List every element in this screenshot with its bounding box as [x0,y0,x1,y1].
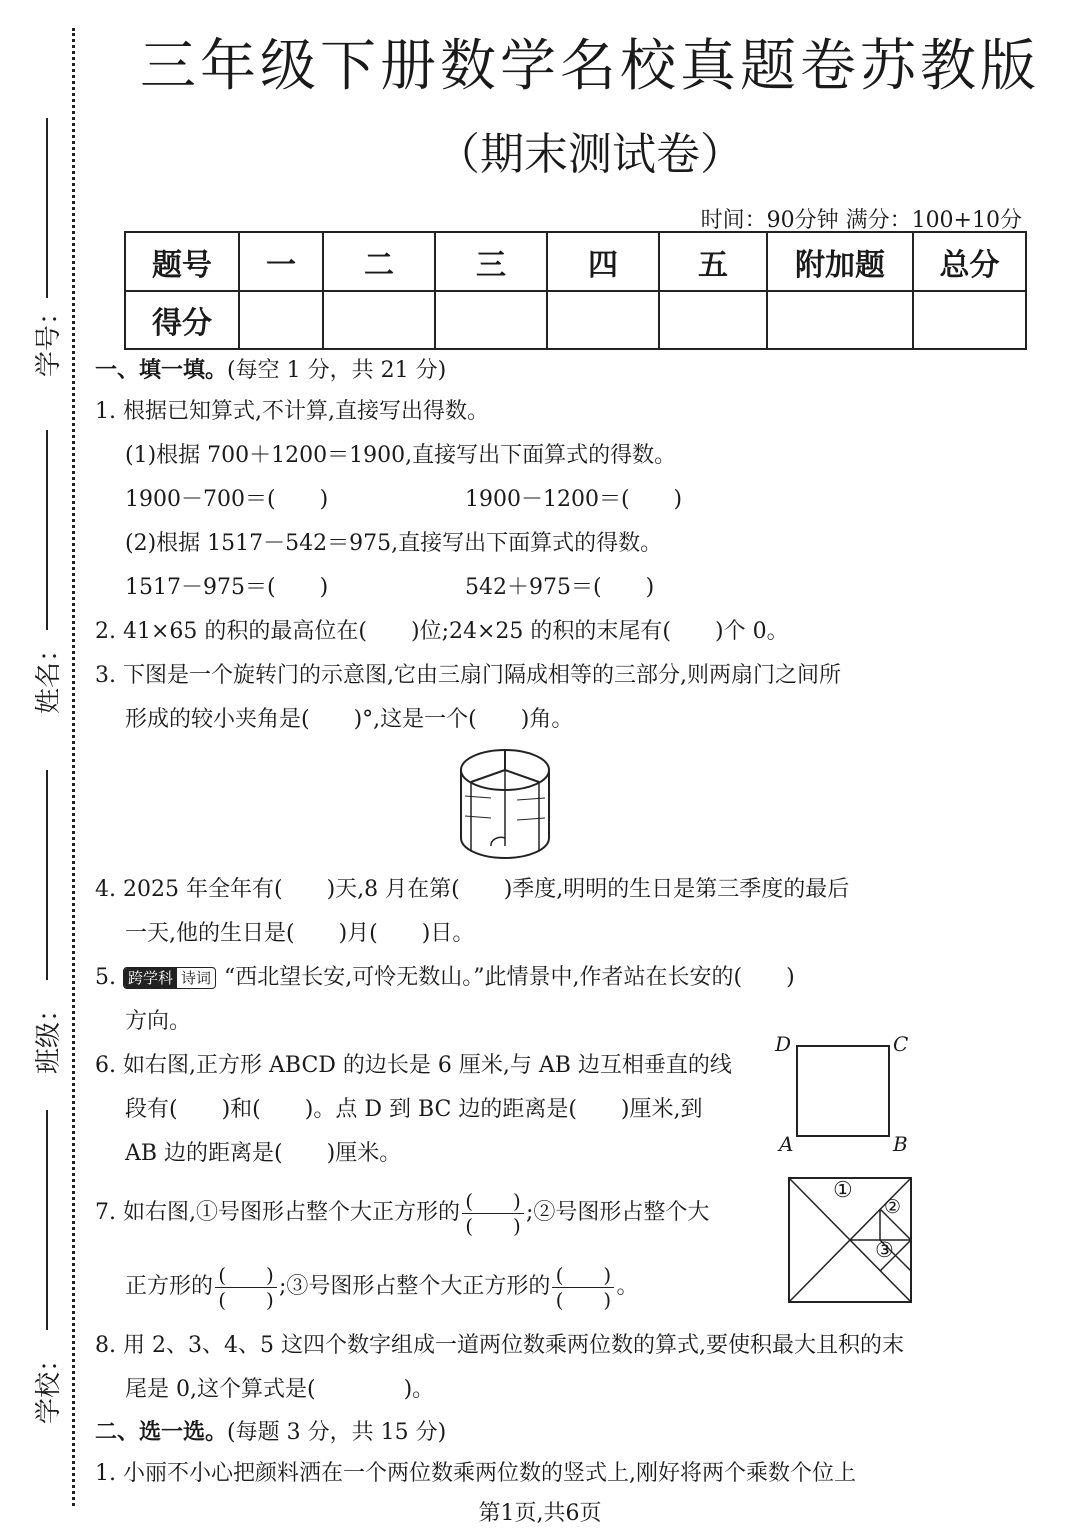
question-8-line-2[interactable]: 尾是 0,这个算式是( )。 [125,1377,435,1402]
score-cell[interactable] [659,291,767,349]
answer-blank-1b[interactable]: 1900－1200＝( ) [465,487,683,512]
question-8 [95,1324,915,1368]
score-cell[interactable] [435,291,547,349]
question-3 [95,654,915,698]
score-header-cell: 五 [659,232,767,291]
fraction-blank-1[interactable] [462,1190,524,1237]
section-2-note: (每题 3 分，共 15 分) [227,1420,447,1445]
answer-blank-2b[interactable]: 542＋975＝( ) [465,575,655,600]
question-number: 1. [95,1461,116,1486]
region-label-2: ② [884,1196,902,1218]
class-underline [46,770,48,980]
question-7-block [95,1176,915,1324]
name-underline [46,430,48,630]
exam-title: 三年级下册数学名校真题卷苏教版 [140,34,1040,99]
exam-time-score: 时间：90分钟 满分：100+10分 [700,208,1022,233]
question-number: 1. [95,399,116,424]
question-6-line-2[interactable]: 段有( )和( )。点 D 到 BC 边的距离是( )厘米,到 [125,1097,703,1122]
fraction-blank-3[interactable] [552,1264,614,1311]
score-header-cell: 二 [323,232,435,291]
question-text: 如右图,正方形 ABCD 的边长是 6 厘米,与 AB 边互相垂直的线 [123,1053,732,1078]
section-1-title: 一、填一填。 [95,357,228,383]
question-content [95,350,915,1496]
fraction-numerator: ( ) [465,1188,521,1213]
question-3-line-2[interactable]: 形成的较小夹角是( )°,这是一个( )角。 [125,707,574,732]
question-number: 4. [95,877,116,902]
question-text: ;③号图形占整个大正方形的 [279,1274,551,1299]
vertex-label-c: C [893,1032,909,1056]
question-1 [95,390,915,434]
question-5-line-2: 方向。 [125,1009,192,1034]
fraction-denominator: ( ) [218,1287,274,1312]
region-label-1: ① [833,1178,853,1203]
question-number: 2. [95,619,116,644]
score-value-row [125,291,1026,349]
question-4-line-2[interactable]: 一天,他的生日是( )月( )日。 [125,921,475,946]
score-row-label: 得分 [125,291,239,349]
class-label: 班级： [33,995,64,1074]
section-1-heading [95,350,915,390]
score-cell[interactable] [239,291,323,349]
question-5 [95,956,915,1000]
fraction-numerator: ( ) [218,1262,274,1287]
revolving-door-figure-area [95,742,915,868]
score-header-cell: 总分 [913,232,1026,291]
score-cell[interactable] [323,291,435,349]
question-2 [95,610,915,654]
student-id-label: 学号： [33,298,64,377]
score-header-cell: 四 [547,232,659,291]
score-cell[interactable] [547,291,659,349]
question-number: 3. [95,663,116,688]
vertex-label-a: A [779,1132,794,1156]
question-number: 5. [95,965,116,990]
score-cell[interactable] [767,291,913,349]
question-1-part-1-answers [95,478,915,522]
score-header-cell: 附加题 [767,232,913,291]
class-field [16,770,76,1074]
page-footer: 第1页,共6页 [478,1501,602,1526]
question-6-block [95,1032,915,1176]
question-text: 小丽不小心把颜料洒在一个两位数乘两位数的竖式上,刚好将两个乘数个位上 [123,1461,856,1486]
question-text: 根据已知算式,不计算,直接写出得数。 [123,399,489,424]
question-text: 。 [616,1274,639,1299]
fraction-denominator: ( ) [465,1213,521,1238]
score-header-row [125,232,1026,291]
section-2-question-1 [95,1452,915,1496]
divided-square-figure [787,1176,913,1304]
question-text[interactable]: 2025 年全年有( )天,8 月在第( )季度,明明的生日是第三季度的最后 [123,877,850,902]
question-text: 如右图,①号图形占整个大正方形的 [123,1200,460,1225]
question-number: 7. [95,1200,116,1225]
fraction-numerator: ( ) [555,1262,612,1287]
question-text: 用 2、3、4、5 这四个数字组成一道两位数乘两位数的算式,要使积最大且积的末 [123,1333,904,1358]
exam-subtitle: （期末测试卷） [436,129,744,180]
question-text[interactable]: “西北望长安,可怜无数山。”此情景中,作者站在长安的( ) [224,965,795,990]
revolving-door-figure [455,746,555,864]
section-2-title: 二、选一选。 [95,1419,228,1445]
section-1-note: (每空 1 分，共 21 分) [227,358,447,383]
region-label-3: ③ [875,1238,894,1262]
score-header-cell: 一 [239,232,323,291]
vertex-label-d: D [775,1032,792,1056]
cross-subject-badge [123,967,216,989]
question-1-part-1: (1)根据 700＋1200＝1900,直接写出下面算式的得数。 [125,443,677,468]
question-4 [95,868,915,912]
school-underline [46,1110,48,1330]
student-id-field [16,118,76,378]
name-field [16,430,76,720]
score-table [124,231,1027,350]
fraction-blank-2[interactable] [215,1264,277,1311]
question-text: ;②号图形占整个大 [526,1200,710,1225]
school-label: 学校： [33,1345,64,1424]
fraction-denominator: ( ) [555,1287,612,1312]
badge-subject: 跨学科 [124,968,177,988]
score-header-cell: 三 [435,232,547,291]
question-6-line-3[interactable]: AB 边的距离是( )厘米。 [125,1141,402,1166]
question-1-part-2-answers [95,566,915,610]
score-cell[interactable] [913,291,1026,349]
school-field [16,1110,76,1424]
question-number: 6. [95,1053,116,1078]
square-abcd-figure [775,1032,915,1157]
student-id-underline [46,118,48,298]
answer-blank-1a[interactable]: 1900－700＝( ) [125,487,329,512]
question-text: 下图是一个旋转门的示意图,它由三扇门隔成相等的三部分,则两扇门之间所 [123,663,841,688]
question-text: 正方形的 [125,1274,214,1299]
question-number: 8. [95,1333,116,1358]
name-label: 姓名： [33,635,64,714]
vertex-label-b: B [893,1132,908,1156]
answer-blank-2a[interactable]: 1517－975＝( ) [125,575,329,600]
question-1-part-2: (2)根据 1517－542＝975,直接写出下面算式的得数。 [125,531,663,556]
badge-topic: 诗词 [181,969,212,987]
section-2-heading [95,1412,915,1452]
question-text[interactable]: 41×65 的积的最高位在( )位;24×25 的积的末尾有( )个 0。 [123,619,789,644]
score-header-cell: 题号 [125,232,239,291]
